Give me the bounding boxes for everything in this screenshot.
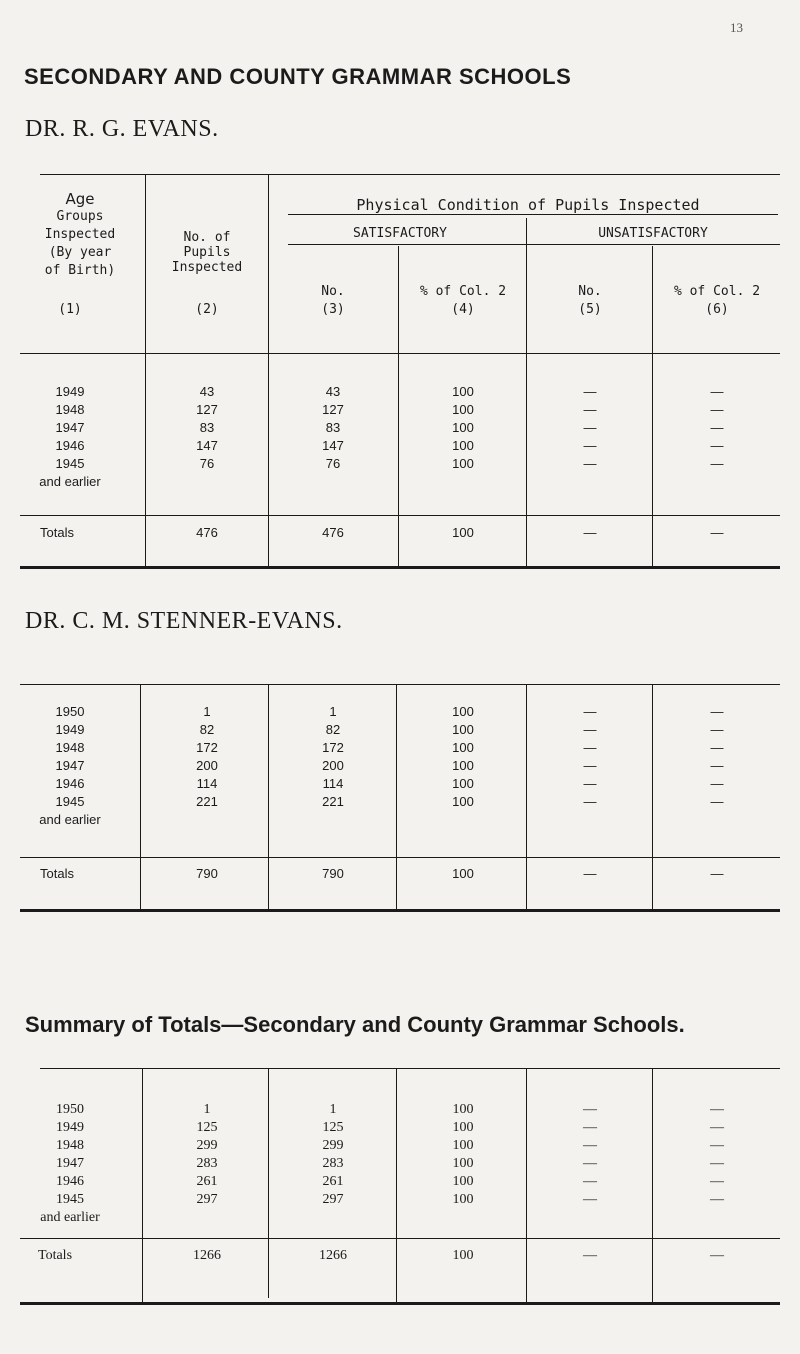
pupils-total: 790 bbox=[196, 866, 218, 881]
col5-number: (5) bbox=[578, 302, 602, 317]
sat-no-cell: 83 bbox=[325, 420, 341, 435]
year-cell: 1949 bbox=[55, 384, 85, 399]
summary-heading: Summary of Totals—Secondary and County Grammar Schools. bbox=[25, 1012, 685, 1037]
table-row bbox=[20, 1192, 780, 1210]
unsat-no-cell: — bbox=[583, 794, 597, 809]
unsat-no-cell: — bbox=[583, 704, 597, 719]
and-earlier-row bbox=[20, 812, 780, 830]
table-row bbox=[20, 722, 780, 740]
page-number: 13 bbox=[730, 20, 743, 35]
pupils-cell: 221 bbox=[196, 794, 218, 809]
col6-number: (6) bbox=[705, 302, 729, 317]
sat-pct-cell: 100 bbox=[452, 704, 474, 719]
year-cell: 1947 bbox=[56, 1156, 84, 1171]
page-title: SECONDARY AND COUNTY GRAMMAR SCHOOLS bbox=[24, 64, 572, 89]
year-cell: 1945 bbox=[55, 794, 85, 809]
sat-pct-cell: 100 bbox=[452, 1120, 474, 1135]
year-cell: 1945 bbox=[56, 1192, 84, 1207]
sat-pct-cell: 100 bbox=[452, 1138, 474, 1153]
sat-pct-cell: 100 bbox=[452, 740, 474, 755]
pupils-cell: 125 bbox=[196, 1120, 218, 1135]
table-row bbox=[20, 456, 780, 474]
pupils-total: 1266 bbox=[193, 1248, 221, 1263]
pupils-cell: 172 bbox=[196, 740, 218, 755]
unsat-pct-cell: — bbox=[710, 794, 724, 809]
sat-no-total: 790 bbox=[322, 866, 344, 881]
year-cell: 1947 bbox=[55, 420, 85, 435]
year-cell: 1945 bbox=[55, 456, 85, 471]
sat-pct-cell: 100 bbox=[452, 1174, 474, 1189]
unsat-pct-header: % of Col. 2 bbox=[673, 284, 761, 299]
sat-pct-cell: 100 bbox=[452, 1156, 474, 1171]
sat-no-cell: 114 bbox=[322, 776, 344, 791]
pupils-cell: 297 bbox=[196, 1192, 218, 1207]
unsat-no-cell: — bbox=[583, 722, 597, 737]
year-cell: 1948 bbox=[55, 402, 85, 417]
table-row bbox=[20, 776, 780, 794]
sat-pct-total: 100 bbox=[452, 866, 474, 881]
unsat-pct-cell: — bbox=[710, 384, 724, 399]
sat-pct-total: 100 bbox=[452, 1248, 474, 1263]
sat-no-cell: 200 bbox=[322, 758, 344, 773]
year-cell: 1949 bbox=[55, 722, 85, 737]
table-row bbox=[20, 402, 780, 420]
unsat-no-cell: — bbox=[583, 740, 597, 755]
table-row bbox=[20, 1138, 780, 1156]
unsat-no-cell: — bbox=[583, 420, 597, 435]
unsat-pct-cell: — bbox=[710, 456, 724, 471]
pupils-inspected-header: No. of Pupils Inspected bbox=[171, 230, 243, 275]
pupils-cell: 1 bbox=[203, 1102, 211, 1117]
table-row bbox=[20, 420, 780, 438]
unsat-pct-total: — bbox=[710, 1248, 724, 1263]
totals-label: Totals bbox=[40, 525, 74, 540]
unsat-pct-cell: — bbox=[710, 1192, 724, 1207]
pupils-cell: 127 bbox=[196, 402, 218, 417]
unsat-pct-cell: — bbox=[710, 776, 724, 791]
year-cell: 1947 bbox=[55, 758, 85, 773]
unsat-pct-cell: — bbox=[710, 1138, 724, 1153]
unsatisfactory-header: UNSATISFACTORY bbox=[598, 226, 708, 241]
unsat-no-cell: — bbox=[583, 1156, 597, 1171]
sat-no-total: 1266 bbox=[319, 1248, 347, 1263]
unsat-pct-cell: — bbox=[710, 1156, 724, 1171]
sat-no-cell: 1 bbox=[329, 704, 337, 719]
unsat-pct-cell: — bbox=[710, 438, 724, 453]
sat-no-header: No. bbox=[321, 284, 345, 299]
pupils-cell: 83 bbox=[199, 420, 215, 435]
sat-pct-cell: 100 bbox=[452, 456, 474, 471]
unsat-no-cell: — bbox=[583, 1102, 597, 1117]
table-row bbox=[20, 1120, 780, 1138]
table-row bbox=[20, 438, 780, 456]
table-row bbox=[20, 740, 780, 758]
sat-no-cell: 297 bbox=[322, 1192, 344, 1207]
year-cell: 1948 bbox=[56, 1138, 84, 1153]
sat-pct-total: 100 bbox=[452, 525, 474, 540]
unsat-no-total: — bbox=[583, 525, 597, 540]
unsat-no-cell: — bbox=[583, 1174, 597, 1189]
summary-table bbox=[20, 1068, 780, 1308]
table-row bbox=[20, 704, 780, 722]
inspection-table-stenner-evans bbox=[20, 684, 780, 916]
pupils-cell: 1 bbox=[203, 704, 211, 719]
sat-pct-cell: 100 bbox=[452, 1192, 474, 1207]
unsat-no-cell: — bbox=[583, 1120, 597, 1135]
and-earlier-label: and earlier bbox=[40, 1210, 100, 1225]
pupils-cell: 261 bbox=[196, 1174, 218, 1189]
sat-pct-cell: 100 bbox=[452, 794, 474, 809]
unsat-no-cell: — bbox=[583, 776, 597, 791]
year-cell: 1946 bbox=[55, 438, 85, 453]
sat-no-cell: 221 bbox=[322, 794, 344, 809]
col4-number: (4) bbox=[451, 302, 475, 317]
physical-condition-header: Physical Condition of Pupils Inspected bbox=[356, 196, 700, 214]
totals-row bbox=[20, 525, 780, 543]
unsat-pct-cell: — bbox=[710, 758, 724, 773]
col3-number: (3) bbox=[321, 302, 345, 317]
pupils-cell: 82 bbox=[199, 722, 215, 737]
pupils-cell: 283 bbox=[196, 1156, 218, 1171]
table-row bbox=[20, 758, 780, 776]
sat-pct-cell: 100 bbox=[452, 776, 474, 791]
year-cell: 1948 bbox=[55, 740, 85, 755]
sat-no-cell: 283 bbox=[322, 1156, 344, 1171]
and-earlier-label: and earlier bbox=[39, 812, 101, 827]
unsat-pct-cell: — bbox=[710, 722, 724, 737]
sat-no-cell: 261 bbox=[322, 1174, 344, 1189]
satisfactory-header: SATISFACTORY bbox=[353, 226, 447, 241]
unsat-no-cell: — bbox=[583, 384, 597, 399]
unsat-no-header: No. bbox=[578, 284, 602, 299]
sat-pct-header: % of Col. 2 bbox=[419, 284, 507, 299]
unsat-pct-cell: — bbox=[710, 704, 724, 719]
sat-pct-cell: 100 bbox=[452, 758, 474, 773]
pupils-cell: 76 bbox=[199, 456, 215, 471]
doctor-heading-stenner-evans: DR. C. M. STENNER-EVANS. bbox=[25, 608, 343, 634]
pupils-cell: 114 bbox=[196, 776, 218, 791]
unsat-no-cell: — bbox=[583, 456, 597, 471]
table-row bbox=[20, 1102, 780, 1120]
unsat-pct-cell: — bbox=[710, 1102, 724, 1117]
pupils-total: 476 bbox=[196, 525, 218, 540]
unsat-pct-cell: — bbox=[710, 1174, 724, 1189]
doctor-heading-evans: DR. R. G. EVANS. bbox=[25, 116, 219, 142]
and-earlier-row bbox=[20, 1210, 780, 1228]
sat-no-cell: 76 bbox=[325, 456, 341, 471]
sat-no-cell: 127 bbox=[322, 402, 344, 417]
unsat-pct-total: — bbox=[710, 525, 724, 540]
year-cell: 1946 bbox=[56, 1174, 84, 1189]
col2-number: (2) bbox=[195, 302, 219, 317]
unsat-no-cell: — bbox=[583, 438, 597, 453]
sat-pct-cell: 100 bbox=[452, 402, 474, 417]
year-cell: 1950 bbox=[55, 704, 85, 719]
sat-pct-cell: 100 bbox=[452, 420, 474, 435]
year-cell: 1946 bbox=[55, 776, 85, 791]
unsat-no-total: — bbox=[583, 1248, 597, 1263]
age-groups-header: Age Groups Inspected (By year of Birth) bbox=[44, 190, 116, 278]
pupils-cell: 43 bbox=[199, 384, 215, 399]
unsat-pct-total: — bbox=[710, 866, 724, 881]
totals-label: Totals bbox=[40, 866, 74, 881]
sat-no-cell: 1 bbox=[329, 1102, 337, 1117]
totals-label: Totals bbox=[38, 1248, 73, 1263]
pupils-cell: 200 bbox=[196, 758, 218, 773]
sat-no-cell: 125 bbox=[322, 1120, 344, 1135]
totals-row bbox=[20, 1248, 780, 1266]
unsat-no-cell: — bbox=[583, 758, 597, 773]
sat-no-cell: 172 bbox=[322, 740, 344, 755]
unsat-pct-cell: — bbox=[710, 1120, 724, 1135]
year-cell: 1950 bbox=[56, 1102, 84, 1117]
sat-no-cell: 147 bbox=[322, 438, 344, 453]
sat-pct-cell: 100 bbox=[452, 438, 474, 453]
table-row bbox=[20, 1174, 780, 1192]
sat-pct-cell: 100 bbox=[452, 384, 474, 399]
unsat-pct-cell: — bbox=[710, 740, 724, 755]
unsat-no-total: — bbox=[583, 866, 597, 881]
sat-no-cell: 299 bbox=[322, 1138, 344, 1153]
unsat-no-cell: — bbox=[583, 1192, 597, 1207]
unsat-no-cell: — bbox=[583, 402, 597, 417]
pupils-cell: 299 bbox=[196, 1138, 218, 1153]
table-row bbox=[20, 1156, 780, 1174]
inspection-table-evans bbox=[20, 170, 780, 572]
unsat-pct-cell: — bbox=[710, 402, 724, 417]
and-earlier-label: and earlier bbox=[39, 474, 101, 489]
year-cell: 1949 bbox=[56, 1120, 84, 1135]
sat-no-cell: 43 bbox=[325, 384, 341, 399]
col1-number: (1) bbox=[58, 302, 82, 317]
sat-no-total: 476 bbox=[322, 525, 344, 540]
sat-pct-cell: 100 bbox=[452, 1102, 474, 1117]
unsat-no-cell: — bbox=[583, 1138, 597, 1153]
sat-pct-cell: 100 bbox=[452, 722, 474, 737]
pupils-cell: 147 bbox=[196, 438, 218, 453]
unsat-pct-cell: — bbox=[710, 420, 724, 435]
totals-row bbox=[20, 866, 780, 884]
table-row bbox=[20, 384, 780, 402]
table-row bbox=[20, 794, 780, 812]
and-earlier-row bbox=[20, 474, 780, 492]
sat-no-cell: 82 bbox=[325, 722, 341, 737]
